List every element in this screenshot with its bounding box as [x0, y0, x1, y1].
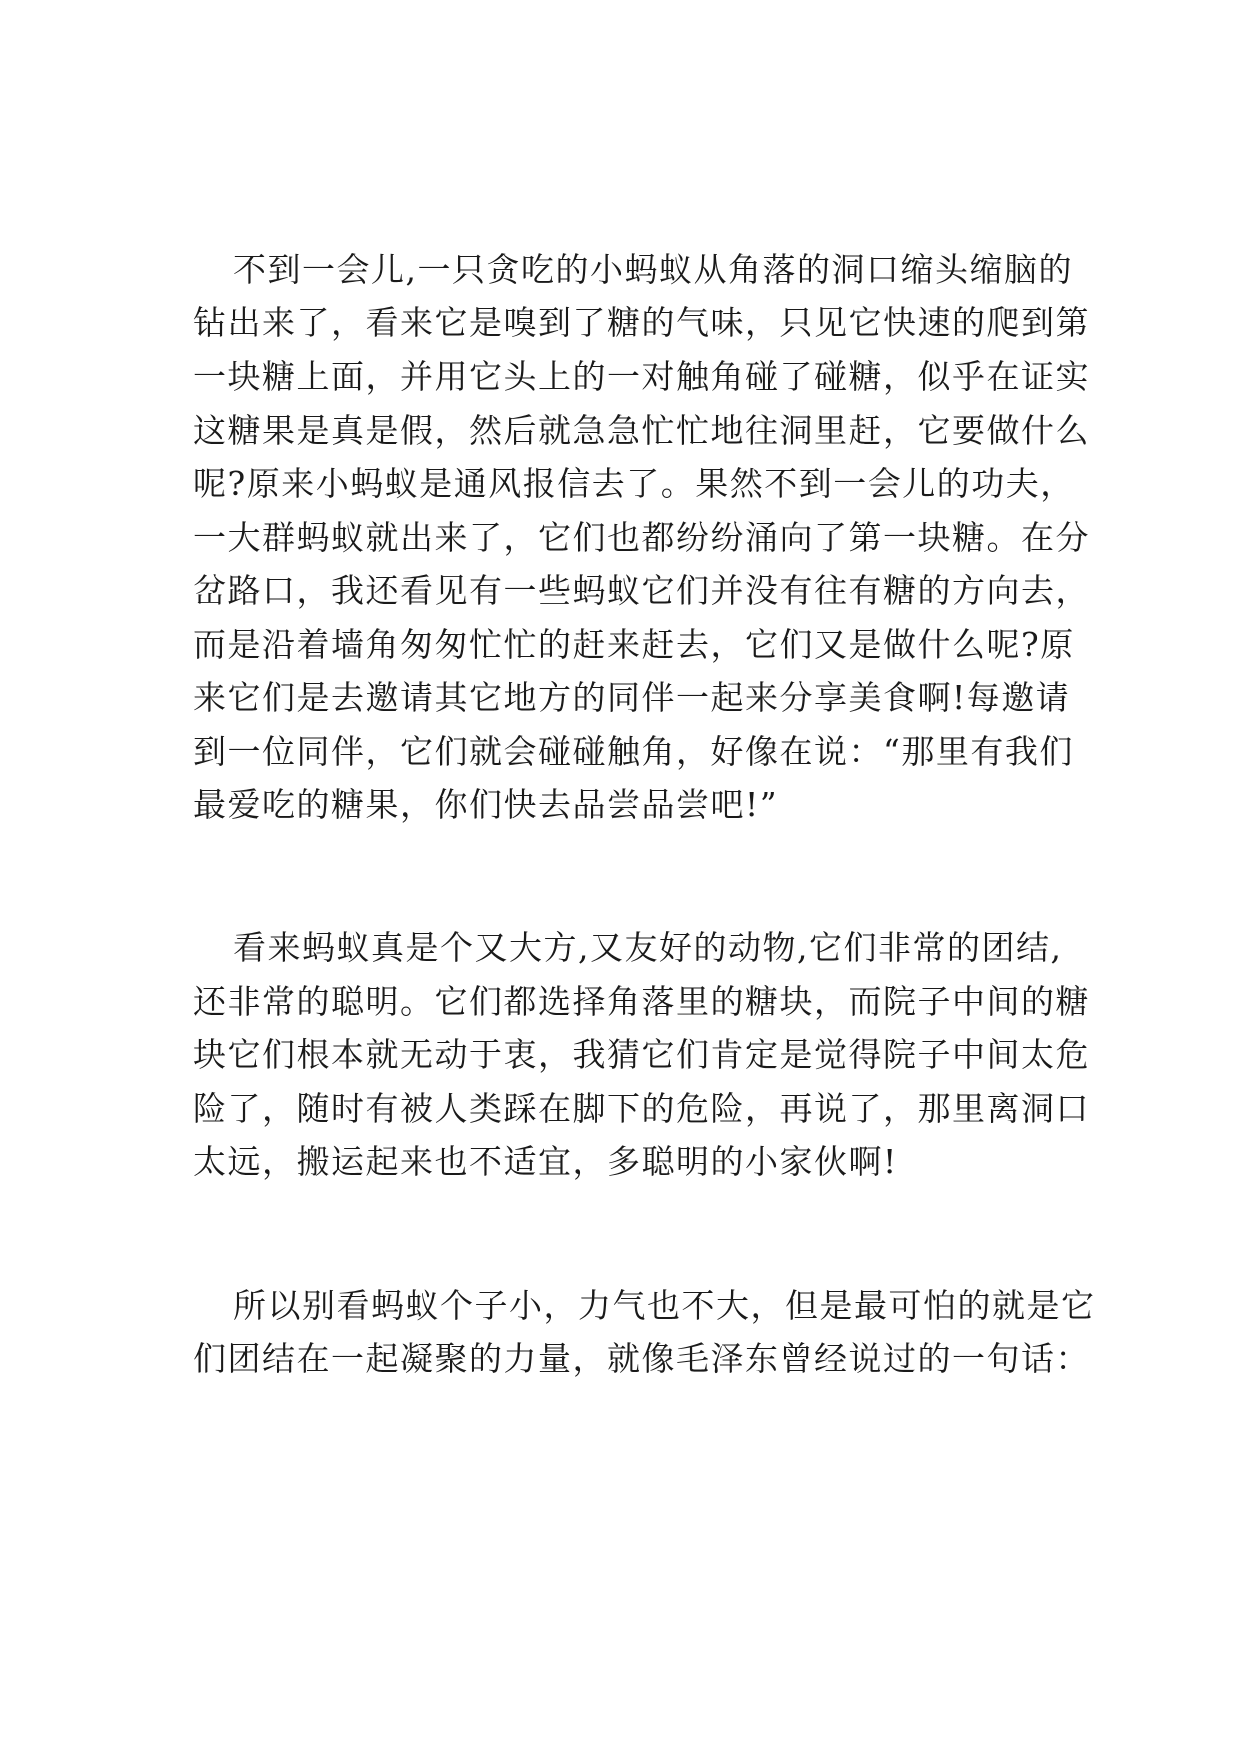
paragraph-line: 到一位同伴，它们就会碰碰触角，好像在说：“那里有我们	[193, 732, 1074, 771]
paragraph-line: 不到一会儿,一只贪吃的小蚂蚁从角落的洞口缩头缩脑的	[233, 250, 1073, 289]
paragraph-line: 一块糖上面，并用它头上的一对触角碰了碰糖，似乎在证实	[193, 357, 1090, 396]
paragraph-line: 险了，随时有被人类踩在脚下的危险，再说了，那里离洞口	[193, 1089, 1090, 1128]
paragraph-line: 块它们根本就无动于衷，我猜它们肯定是觉得院子中间太危	[193, 1035, 1090, 1074]
paragraph-line: 岔路口，我还看见有一些蚂蚁它们并没有往有糖的方向去，	[193, 571, 1090, 610]
paragraph-line: 太远，搬运起来也不适宜，多聪明的小家伙啊!	[193, 1142, 898, 1181]
paragraph-line: 这糖果是真是假，然后就急急忙忙地往洞里赶，它要做什么	[193, 411, 1090, 450]
paragraph-line: 所以别看蚂蚁个子小，力气也不大，但是最可怕的就是它	[233, 1286, 1096, 1325]
paragraph-line: 还非常的聪明。它们都选择角落里的糖块，而院子中间的糖	[193, 982, 1090, 1021]
paragraph-line: 呢?原来小蚂蚁是通风报信去了。果然不到一会儿的功夫，	[193, 464, 1075, 503]
paragraph-line: 一大群蚂蚁就出来了，它们也都纷纷涌向了第一块糖。在分	[193, 518, 1090, 557]
paragraph-line: 最爱吃的糖果，你们快去品尝品尝吧!”	[193, 785, 779, 824]
paragraph-line: 看来蚂蚁真是个又大方,又友好的动物,它们非常的团结,	[233, 928, 1063, 967]
paragraph-line: 钻出来了，看来它是嗅到了糖的气味，只见它快速的爬到第	[193, 303, 1090, 342]
paragraph-line: 们团结在一起凝聚的力量，就像毛泽东曾经说过的一句话：	[193, 1339, 1090, 1378]
paragraph-line: 来它们是去邀请其它地方的同伴一起来分享美食啊!每邀请	[193, 678, 1071, 717]
paragraph-line: 而是沿着墙角匆匆忙忙的赶来赶去，它们又是做什么呢?原	[193, 625, 1075, 664]
